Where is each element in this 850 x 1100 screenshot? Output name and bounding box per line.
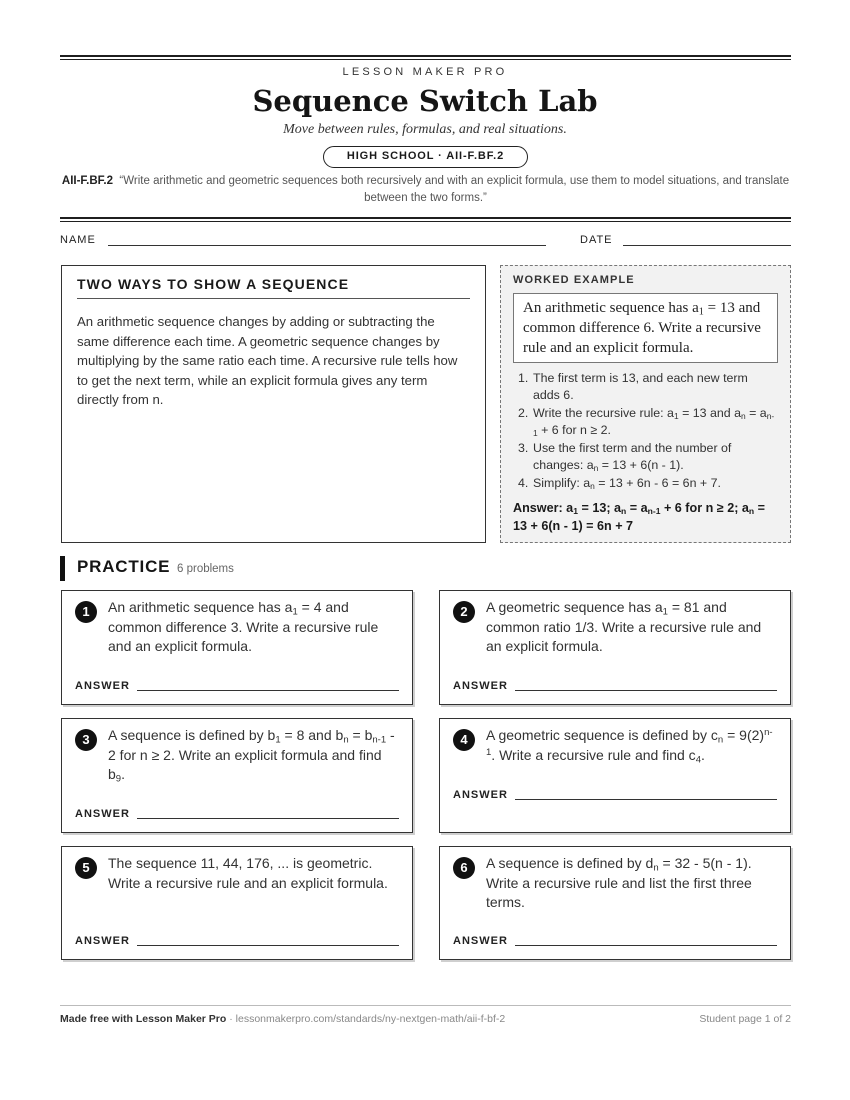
practice-problem-4 — [439, 718, 791, 833]
practice-accent-bar — [60, 556, 65, 581]
answer-label: ANSWER — [75, 935, 130, 947]
worked-step: 2. Write the recursive rule: $a_1 = 13$ and $a_n = a_{n-1} + 6$ for n ≥ 2. — [518, 406, 775, 439]
top-rule — [60, 55, 791, 60]
practice-heading: PRACTICE — [77, 557, 171, 576]
worked-step: 1. The first term is 13, and each new term adds 6. — [518, 371, 748, 402]
footer-url[interactable]: lessonmakerpro.com/standards/ny-nextgen-math/aii-f-bf-2 — [235, 1013, 506, 1025]
answer-field[interactable] — [515, 799, 777, 800]
problem-text: A geometric sequence has $a_1 = 81$ and common ratio 1/3. Write a recursive rule and an explicit formula. — [486, 599, 762, 654]
problem-number-badge: 4 — [453, 729, 475, 751]
practice-count: 6 problems — [177, 563, 234, 575]
footer-page-number: Student page 1 of 2 — [699, 1013, 791, 1025]
worked-example-label: WORKED EXAMPLE — [513, 274, 635, 286]
problem-number-badge: 3 — [75, 729, 97, 751]
answer-field[interactable] — [515, 945, 777, 946]
concept-heading: TWO WAYS TO SHOW A SEQUENCE — [77, 276, 470, 299]
footer-made-with: Made free with Lesson Maker Pro — [60, 1013, 227, 1025]
answer-label: ANSWER — [453, 789, 508, 801]
answer-field[interactable] — [137, 818, 399, 819]
practice-problem-6 — [439, 846, 791, 960]
page-title: Sequence Switch Lab — [252, 84, 598, 118]
practice-problem-1 — [61, 590, 413, 705]
answer-field[interactable] — [137, 690, 399, 691]
problem-number-badge: 1 — [75, 601, 97, 623]
problem-text: A geometric sequence is defined by $c_n = 9(2)^{n-1}$. Write a recursive rule and find $c_4$. — [486, 726, 773, 765]
answer-label: ANSWER — [453, 680, 508, 692]
date-label: DATE — [580, 234, 613, 246]
answer-label: ANSWER — [75, 808, 130, 820]
name-field[interactable] — [108, 245, 546, 246]
concept-body: An arithmetic sequence changes by adding or subtracting the same difference each time. A geometric sequence changes by multiplying by the same ratio each time. A recursive rule tells how to get the next term, while an explicit formula gives any term directly from n. — [77, 314, 458, 407]
page-subtitle: Move between rules, formulas, and real situations. — [283, 122, 567, 137]
problem-text: A sequence is defined by $d_n = 32 - 5(n - 1)$. Write a recursive rule and list the first three terms. — [486, 855, 752, 910]
problem-text: An arithmetic sequence has $a_1 = 4$ and common difference 3. Write a recursive rule and an explicit formula. — [108, 599, 379, 654]
problem-text: The sequence 11, 44, 176, ... is geometric. Write a recursive rule and an explicit formula. — [108, 855, 388, 891]
problem-number-badge: 6 — [453, 857, 475, 879]
name-label: NAME — [60, 234, 96, 246]
answer-field[interactable] — [137, 945, 399, 946]
standard-code: AII-F.BF.2 — [61, 175, 114, 187]
footer-credit: Made free with Lesson Maker Pro · lessonmakerpro.com/standards/ny-nextgen-math/aii-f-bf-2 — [60, 1013, 506, 1025]
problem-number-badge: 5 — [75, 857, 97, 879]
worked-example-answer: Answer: $a_1 = 13$; $a_n = a_{n-1} + 6$ for n ≥ 2; $a_n = 13 + 6(n - 1) = 6n + 7$ — [513, 501, 765, 533]
practice-problem-5 — [61, 846, 413, 960]
brand-name: LESSON MAKER PRO — [342, 66, 508, 78]
concept-box — [61, 265, 486, 543]
practice-problem-3 — [61, 718, 413, 833]
worked-step: 3. Use the first term and the number of changes: $a_n = 13 + 6(n - 1)$. — [518, 441, 732, 474]
standard-text: “Write arithmetic and geometric sequences both recursively and with an explicit formula, use them to model situations, and translate between the two forms.” — [119, 175, 790, 204]
answer-field[interactable] — [515, 690, 777, 691]
date-field[interactable] — [623, 245, 791, 246]
worked-example-problem: An arithmetic sequence has $a_1 = 13$ and common difference 6. Write a recursive rule and an explicit formula. — [513, 293, 778, 363]
worked-example-box — [500, 265, 791, 543]
problem-text: A sequence is defined by $b_1 = 8$ and $b_n = b_{n-1} - 2$ for n ≥ 2. Write an explicit formula and find $b_9$. — [108, 727, 395, 785]
header-bottom-rule — [60, 217, 791, 222]
practice-problem-2 — [439, 590, 791, 705]
footer-divider — [60, 1005, 791, 1006]
answer-label: ANSWER — [75, 680, 130, 692]
answer-label: ANSWER — [453, 935, 508, 947]
standard-statement — [60, 173, 791, 207]
problem-number-badge: 2 — [453, 601, 475, 623]
worked-step: 4. Simplify: $a_n = 13 + 6n - 6 = 6n + 7$. — [518, 476, 721, 492]
worked-example-steps — [513, 370, 778, 492]
grade-standard-badge: HIGH SCHOOL · AII-F.BF.2 — [323, 146, 528, 168]
